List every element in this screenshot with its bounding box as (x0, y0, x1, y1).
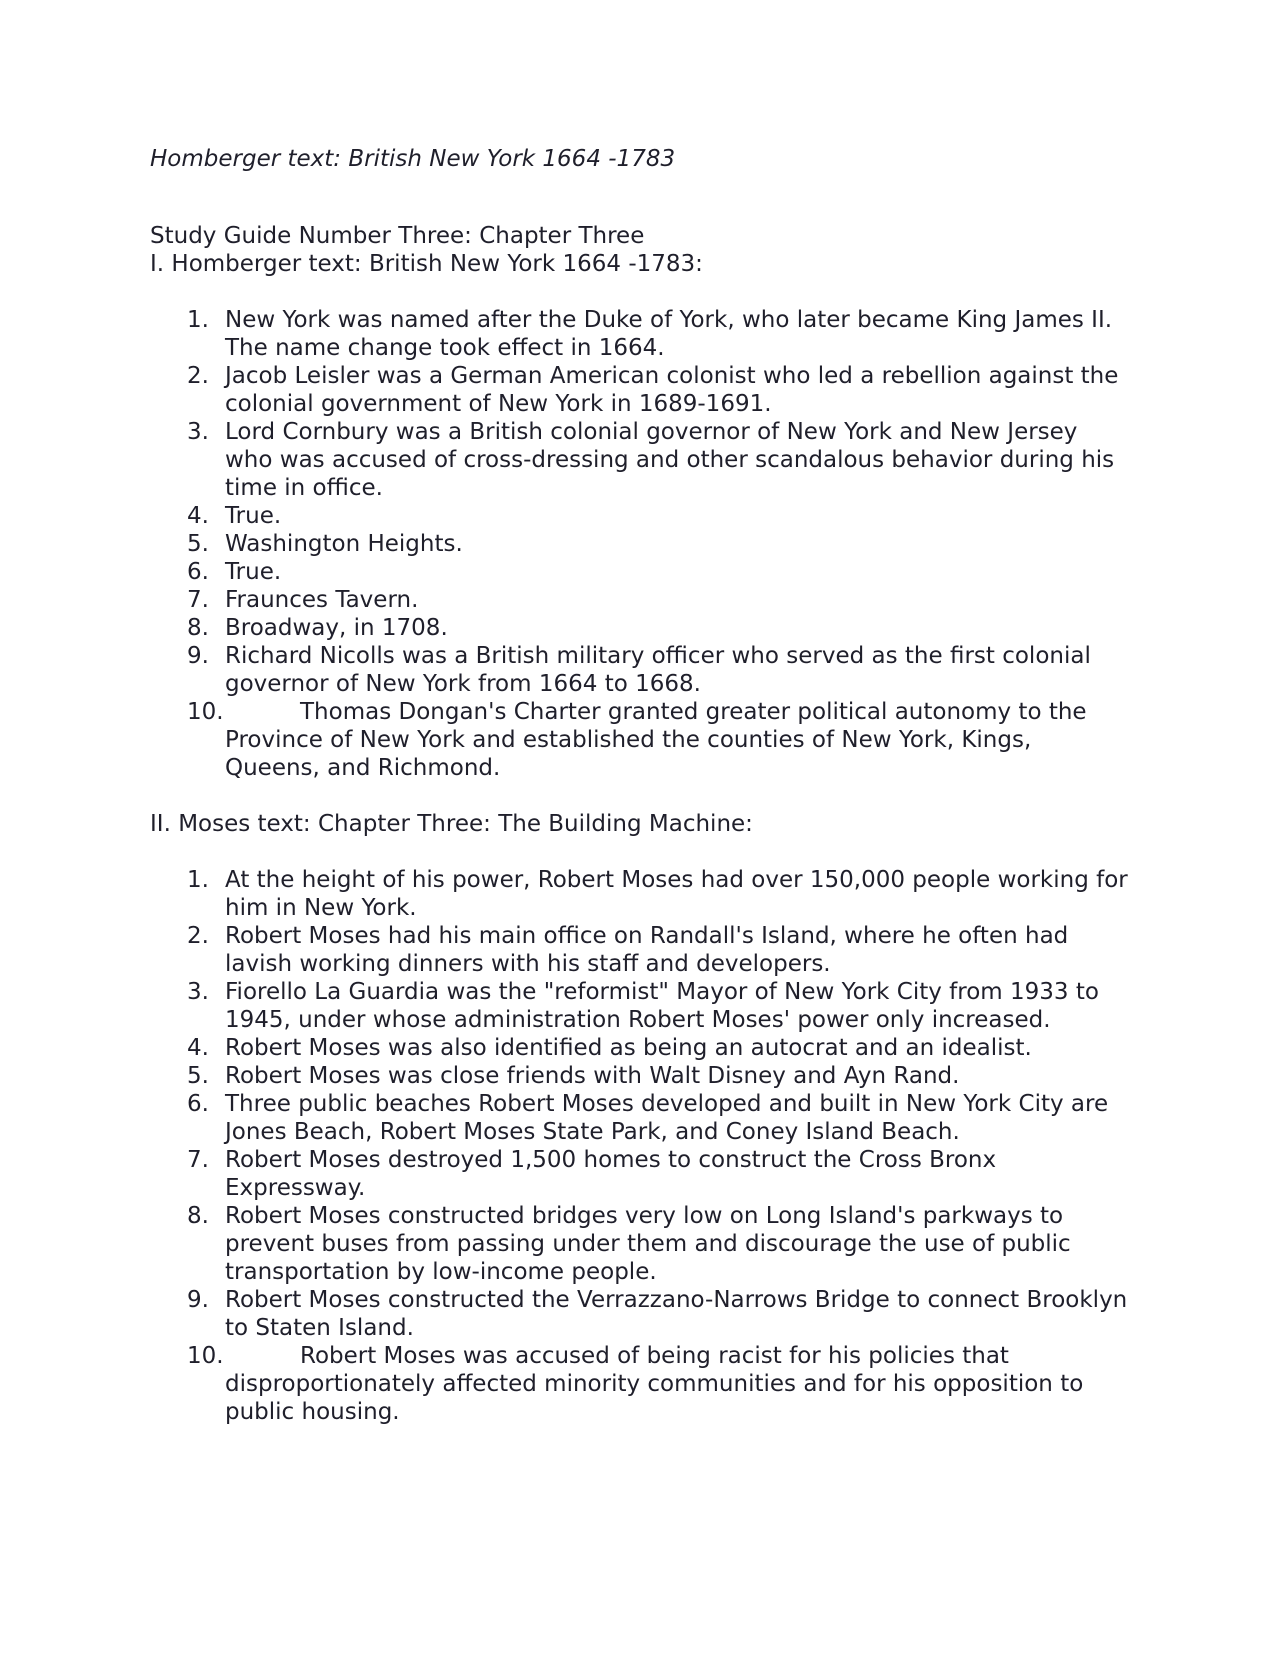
list-item-number: 2. (187, 923, 209, 949)
list-item-text: At the height of his power, Robert Moses had over 150,000 people working for him in New York. (225, 867, 1128, 921)
list-item-number: 6. (187, 1091, 209, 1117)
list-item (150, 306, 1130, 362)
list-item (150, 502, 1130, 530)
list-item-number: 5. (187, 531, 209, 557)
list-item-number: 8. (187, 615, 209, 641)
list-item (150, 1062, 1130, 1090)
list-item (150, 558, 1130, 586)
list-item-text: Robert Moses constructed the Verrazzano-Narrows Bridge to connect Brooklyn to Staten Island. (225, 1287, 1128, 1341)
list-item-number: 6. (187, 559, 209, 585)
list-item-text: Jacob Leisler was a German American colonist who led a rebellion against the colonial government of New York in 1689-1691. (225, 363, 1119, 417)
list-item (150, 362, 1130, 418)
list-item-number: 7. (187, 1147, 209, 1173)
list-item (150, 1146, 1130, 1202)
list-item-number: 1. (187, 307, 209, 333)
list-item-text: Robert Moses destroyed 1,500 homes to construct the Cross Bronx Expressway. (225, 1147, 997, 1201)
list-item-text: Thomas Dongan's Charter granted greater political autonomy to the Province of New York and established the counties of New York, Kings, Queens, and Richmond. (225, 699, 1087, 781)
list-item-number: 1. (187, 867, 209, 893)
list-item-number: 9. (187, 643, 209, 669)
list-item (150, 1034, 1130, 1062)
section-one-list (150, 306, 1130, 782)
list-item-number: 3. (187, 979, 209, 1005)
list-item (150, 642, 1130, 698)
section-one-heading: I. Homberger text: British New York 1664 -1783: (150, 251, 703, 277)
list-item-number: 9. (187, 1287, 209, 1313)
list-item-number: 10. (187, 1343, 224, 1369)
section-two (150, 810, 1130, 1426)
list-item-text: Robert Moses was accused of being racist for his policies that disproportionately affected minority communities and for his opposition to public housing. (225, 1343, 1084, 1425)
list-item (150, 1286, 1130, 1342)
list-item-text: Fraunces Tavern. (225, 587, 419, 613)
list-item (150, 530, 1130, 558)
list-item-number: 7. (187, 587, 209, 613)
list-item-text: New York was named after the Duke of York, who later became King James II. The name change took effect in 1664. (225, 307, 1113, 361)
document-title: Homberger text: British New York 1664 -1783 (150, 146, 676, 172)
list-item-text: Washington Heights. (225, 531, 463, 557)
section-two-list (150, 866, 1130, 1426)
list-item-number: 3. (187, 419, 209, 445)
list-item-text: Lord Cornbury was a British colonial governor of New York and New Jersey who was accused of cross-dressing and other scandalous behavior during his time in office. (225, 419, 1115, 501)
list-item (150, 1090, 1130, 1146)
list-item-text: Three public beaches Robert Moses developed and built in New York City are Jones Beach, Robert Moses State Park, and Coney Island Beach. (225, 1091, 1109, 1145)
document-page (150, 145, 1130, 1426)
list-item (150, 1342, 1130, 1426)
list-item-text: Fiorello La Guardia was the "reformist" Mayor of New York City from 1933 to 1945, under whose administration Robert Moses' power only increased. (225, 979, 1099, 1033)
list-item-text: True. (225, 559, 282, 585)
list-item (150, 978, 1130, 1034)
list-item-number: 8. (187, 1203, 209, 1229)
list-item-text: Robert Moses was close friends with Walt Disney and Ayn Rand. (225, 1063, 960, 1089)
list-item-number: 2. (187, 363, 209, 389)
study-guide-title: Study Guide Number Three: Chapter Three (150, 223, 645, 249)
list-item-number: 10. (187, 699, 224, 725)
list-item (150, 922, 1130, 978)
list-item-text: Richard Nicolls was a British military officer who served as the first colonial governor of New York from 1664 to 1668. (225, 643, 1091, 697)
section-two-heading: II. Moses text: Chapter Three: The Building Machine: (150, 811, 753, 837)
list-item (150, 1202, 1130, 1286)
section-one (150, 250, 1130, 782)
list-item-number: 4. (187, 503, 209, 529)
list-item (150, 614, 1130, 642)
list-item (150, 866, 1130, 922)
list-item-text: Broadway, in 1708. (225, 615, 448, 641)
list-item-number: 4. (187, 1035, 209, 1061)
list-item (150, 586, 1130, 614)
list-item (150, 418, 1130, 502)
list-item (150, 698, 1130, 782)
list-item-text: Robert Moses constructed bridges very low on Long Island's parkways to prevent buses from passing under them and discourage the use of public transportation by low-income people. (225, 1203, 1071, 1285)
list-item-text: True. (225, 503, 282, 529)
list-item-text: Robert Moses had his main office on Randall's Island, where he often had lavish working dinners with his staff and developers. (225, 923, 1069, 977)
list-item-text: Robert Moses was also identified as being an autocrat and an idealist. (225, 1035, 1032, 1061)
list-item-number: 5. (187, 1063, 209, 1089)
